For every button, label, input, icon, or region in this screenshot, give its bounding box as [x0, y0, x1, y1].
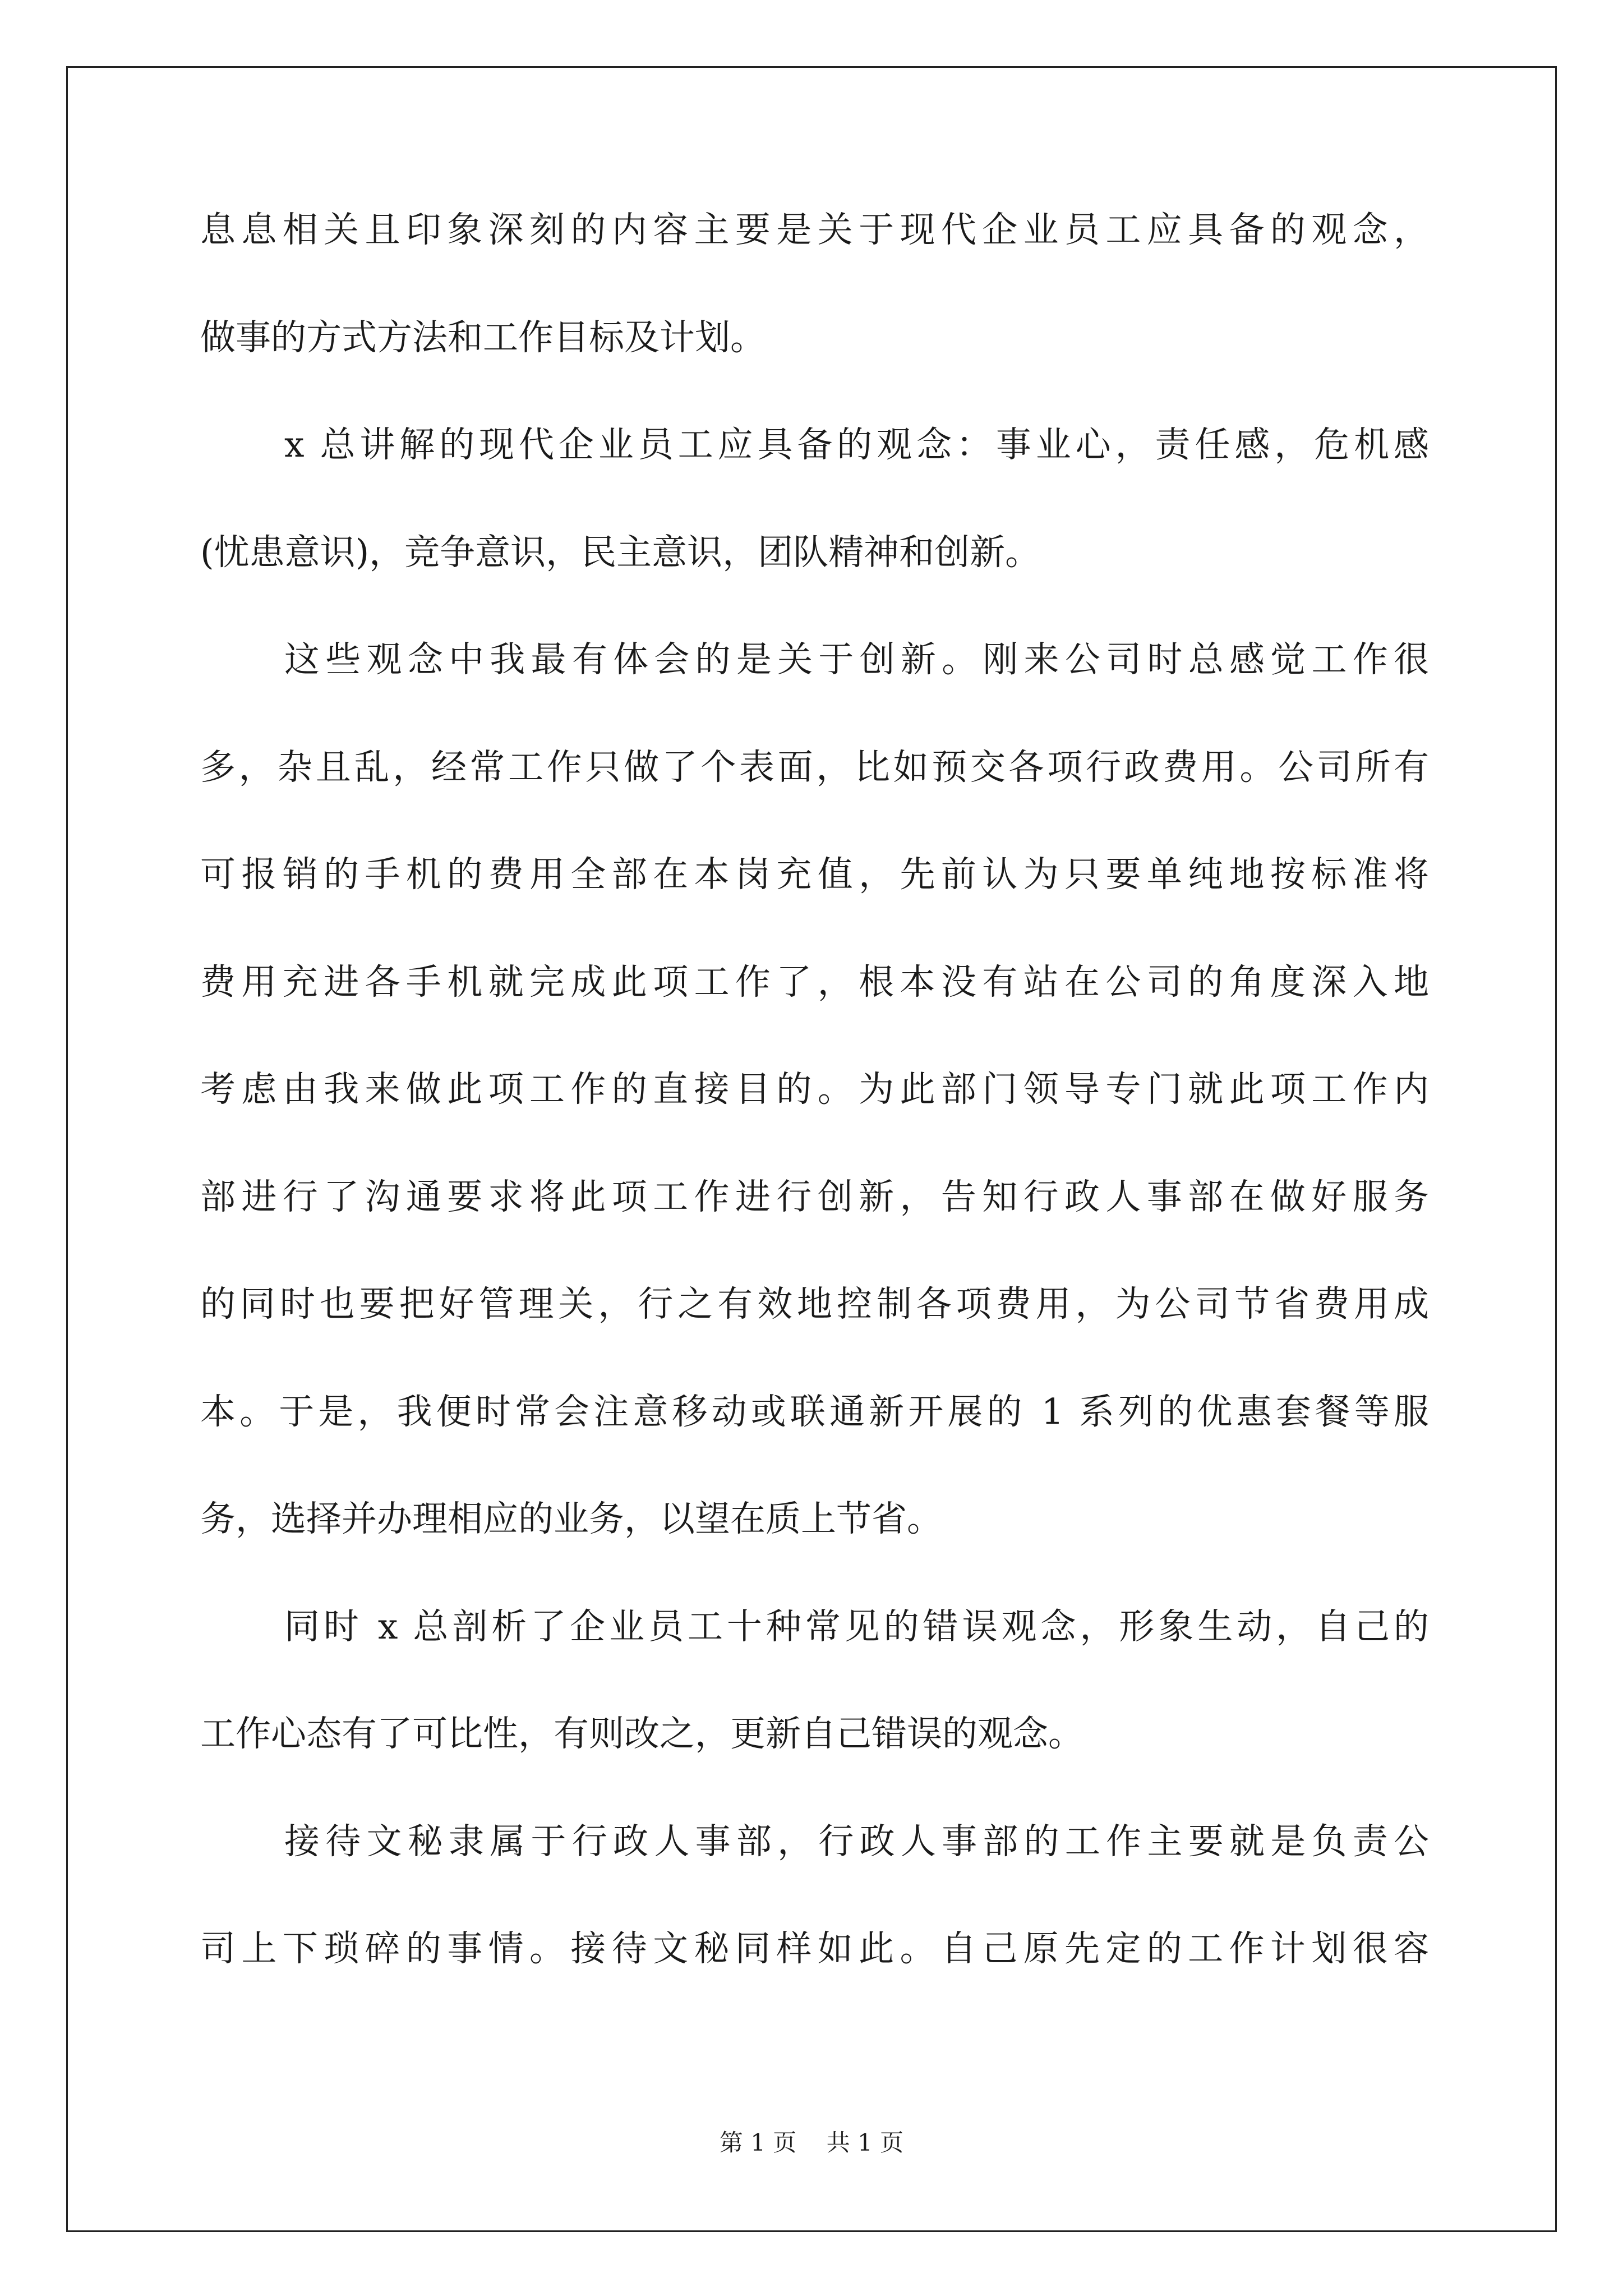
text-line-13: 务，选择并办理相应的业务，以望在质上节省。 [200, 1498, 942, 1539]
text-line-9: 考虑由我来做此项工作的直接目的。为此部门领导专门就此项工作内 [200, 1069, 1429, 1110]
text-line-4: (忧患意识)，竞争意识，民主意识，团队精神和创新。 [200, 531, 1041, 573]
text-line-8: 费用充进各手机就完成此项工作了，根本没有站在公司的角度深入地 [200, 961, 1429, 1002]
text-line-2: 做事的方式方法和工作目标及计划。 [200, 316, 766, 358]
text-line-17: 司上下琐碎的事情。接待文秘同样如此。自己原先定的工作计划很容 [200, 1928, 1429, 1969]
text-line-11: 的同时也要把好管理关，行之有效地控制各项费用，为公司节省费用成 [200, 1283, 1429, 1324]
text-line-6: 多，杂且乱，经常工作只做了个表面，比如预交各项行政费用。公司所有 [200, 746, 1429, 788]
text-line-14: 同时 x 总剖析了企业员工十种常见的错误观念，形象生动，自己的 [284, 1605, 1429, 1647]
text-line-5: 这些观念中我最有体会的是关于创新。刚来公司时总感觉工作很 [284, 639, 1429, 680]
text-line-12: 本。于是，我便时常会注意移动或联通新开展的 1 系列的优惠套餐等服 [200, 1391, 1429, 1432]
page-number-footer: 第 1 页 共 1 页 [719, 2129, 904, 2156]
text-line-15: 工作心态有了可比性，有则改之，更新自己错误的观念。 [200, 1713, 1083, 1754]
text-line-16: 接待文秘隶属于行政人事部，行政人事部的工作主要就是负责公 [284, 1820, 1429, 1862]
text-line-10: 部进行了沟通要求将此项工作进行创新，告知行政人事部在做好服务 [200, 1176, 1429, 1217]
text-line-3: x 总讲解的现代企业员工应具备的观念：事业心，责任感，危机感 [284, 424, 1429, 465]
text-line-1: 息息相关且印象深刻的内容主要是关于现代企业员工应具备的观念， [200, 209, 1429, 250]
document-body [200, 209, 1429, 2042]
text-line-7: 可报销的手机的费用全部在本岗充值，先前认为只要单纯地按标准将 [200, 854, 1429, 895]
